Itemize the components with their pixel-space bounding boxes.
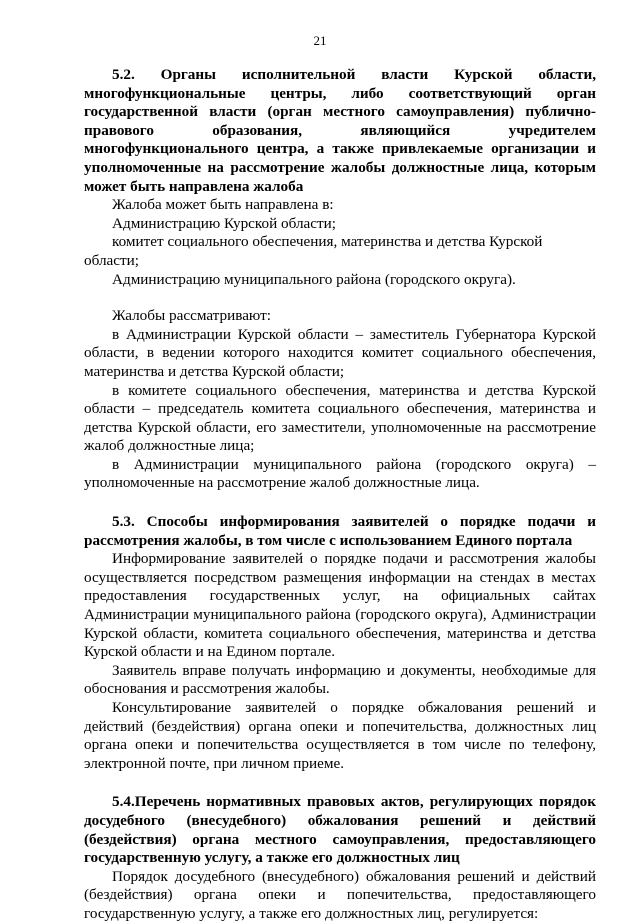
spacer — [84, 773, 596, 793]
spacer — [84, 493, 596, 513]
reviewer-item: в Администрации Курской области – заместитель Губернатора Курской области, в ведении которого находится комитет социального обеспечения, материнства и детства Курской области; — [84, 325, 596, 380]
spacer — [84, 289, 596, 307]
section-5-3-paragraph: Заявитель вправе получать информацию и документы, необходимые для обоснования и рассмотрения жалобы. — [84, 661, 596, 698]
page-number: 21 — [313, 33, 327, 48]
section-5-4-paragraph: Порядок досудебного (внесудебного) обжалования решений и действий (бездействия) органа опеки и попечительства, предоставляющего государственную услугу, а также его должностных лиц, регулируется: — [84, 867, 596, 922]
recipient-item: Администрацию Курской области; — [112, 214, 337, 232]
section-5-2-heading: 5.2. Органы исполнительной власти Курской области, многофункциональные центры, либо соответствующий орган государственной власти (орган местного самоуправления) публично-правового образования, являющийся учредителем многофункционального центра, а также привлекаемые организации и уполномоченные на рассмотрение жалобы должностные лица, которым может быть направлена жалоба — [84, 66, 596, 195]
reviewer-item: в Администрации муниципального района (городского округа) – уполномоченные на рассмотрение жалоб должностные лица. — [84, 455, 596, 492]
section-5-3-heading: 5.3. Способы информирования заявителей о порядке подачи и рассмотрения жалобы, в том числе с использованием Единого портала — [84, 513, 596, 549]
recipient-item: Администрацию муниципального района (городского округа). — [112, 270, 516, 288]
section-5-3-paragraph: Консультирование заявителей о порядке обжалования решений и действий (бездействия) органа опеки и попечительства, должностных лиц органа опеки и попечительства осуществляется в том числе по телефону, электронной почте, при личном приеме. — [84, 699, 596, 772]
document-body — [84, 66, 596, 924]
reviewer-item: в комитете социального обеспечения, материнства и детства Курской области – председатель комитета социального обеспечения, материнства и детства Курской области, его заместители, уполномоченные на рассмотрение жалоб должностные лица; — [84, 381, 596, 455]
section-5-4-heading: 5.4.Перечень нормативных правовых актов, регулирующих порядок досудебного (внесудебного) обжалования решений и действий (бездействия) органа местного самоуправления, предоставляющего государственную услугу, а также его должностных лиц — [84, 793, 596, 867]
reviewers-intro: Жалобы рассматривают: — [112, 307, 271, 325]
recipient-item: комитет социального обеспечения, материнства и детства Курской области; — [84, 233, 543, 269]
section-5-3-paragraph: Информирование заявителей о порядке подачи и рассмотрения жалобы осуществляется посредством размещения информации на стендах в местах предоставления государственных услуг, на официальных сайтах Администрации муниципального района (городского округа), Администрации Курской области, комитета социального обеспечения, материнства и детства Курской области и на Едином портале. — [84, 550, 596, 661]
complaint-intro: Жалоба может быть направлена в: — [112, 196, 334, 214]
